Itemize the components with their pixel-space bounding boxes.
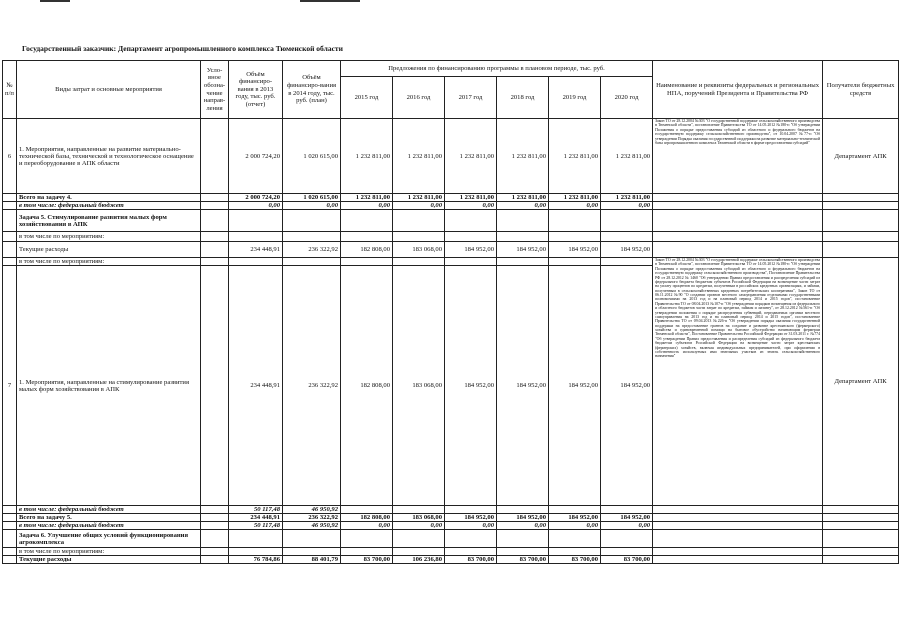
value-2013: 234 448,91 bbox=[229, 242, 283, 258]
row-number bbox=[3, 210, 17, 232]
header-row bbox=[3, 61, 899, 77]
task-row bbox=[3, 530, 899, 548]
current-label: Текущие расходы bbox=[17, 242, 201, 258]
value-2020: 184 952,00 bbox=[601, 514, 653, 522]
value-2016: 0,00 bbox=[393, 202, 445, 210]
activity-name: 1. Мероприятия, направленные на стимулирование развития малых форм хозяйствования в АПК bbox=[17, 266, 201, 506]
task-label: Задача 5. Стимулирование развития малых форм хозяйствования в АПК bbox=[17, 210, 201, 232]
value-2017: 184 952,00 bbox=[445, 514, 497, 522]
value-2019: 0,00 bbox=[549, 202, 601, 210]
including-label: в том числе по мероприятиям: bbox=[17, 232, 201, 242]
value-2018: 184 952,00 bbox=[497, 514, 549, 522]
value-2013: 0,00 bbox=[229, 202, 283, 210]
value-2020: 1 232 811,00 bbox=[601, 194, 653, 202]
value-2017: 0,00 bbox=[445, 202, 497, 210]
federal-row bbox=[3, 522, 899, 530]
value-2014: 46 950,92 bbox=[283, 506, 341, 514]
total-row bbox=[3, 514, 899, 522]
value-2016: 183 068,00 bbox=[393, 514, 445, 522]
value-2016: 183 068,00 bbox=[393, 266, 445, 506]
recipient bbox=[823, 194, 899, 202]
page-title: Государственный заказчик: Департамент агропромышленного комплекса Тюменской области bbox=[22, 44, 343, 53]
value-2014: 46 950,92 bbox=[283, 522, 341, 530]
recipient: Департамент АПК bbox=[823, 258, 899, 506]
value-2017: 0,00 bbox=[445, 522, 497, 530]
symbol-cell bbox=[201, 202, 229, 210]
row-number bbox=[3, 194, 17, 202]
subheader-row bbox=[3, 548, 899, 556]
current-expenses-row bbox=[3, 556, 899, 564]
total-row bbox=[3, 194, 899, 202]
federal-row bbox=[3, 506, 899, 514]
value-2016: 1 232 811,00 bbox=[393, 194, 445, 202]
value-2019: 184 952,00 bbox=[549, 514, 601, 522]
value-2016: 1 232 811,00 bbox=[393, 119, 445, 194]
scan-edge-mark bbox=[40, 0, 70, 2]
value-2013: 234 448,91 bbox=[229, 514, 283, 522]
value-2015: 0,00 bbox=[341, 202, 393, 210]
value-2018: 0,00 bbox=[497, 202, 549, 210]
including-label: в том числе по мероприятиям: bbox=[17, 258, 201, 266]
col-header-y2019: 2019 год bbox=[549, 77, 601, 119]
value-2013: 2 000 724,20 bbox=[229, 119, 283, 194]
value-2018: 0,00 bbox=[497, 522, 549, 530]
value-2019: 184 952,00 bbox=[549, 266, 601, 506]
col-header-2014: Объём финансиро-вания в 2014 году, тыс. руб. (план) bbox=[283, 61, 341, 119]
scan-edge-mark bbox=[300, 0, 360, 2]
value-2019: 1 232 811,00 bbox=[549, 194, 601, 202]
col-header-no: № п/п bbox=[3, 61, 17, 119]
subheader-row bbox=[3, 258, 899, 266]
including-label: в том числе по мероприятиям: bbox=[17, 548, 201, 556]
federal-row bbox=[3, 202, 899, 210]
value-2015: 182 808,00 bbox=[341, 514, 393, 522]
value-2019: 184 952,00 bbox=[549, 242, 601, 258]
value-2016: 106 236,80 bbox=[393, 556, 445, 564]
federal-label: в том числе: федеральный бюджет bbox=[17, 506, 201, 514]
value-2018: 184 952,00 bbox=[497, 266, 549, 506]
npa-text: Закон ТО от 28.12.2004 №303 "О государственной поддержке сельскохозяйственного производства в Тюменской области", постановление Правительства ТО от 14.05.2012 №180-п "Об утверждении Положения о порядке предоставления субсидий из областного и федерального бюджетов на государственную поддержку сельскохозяйственного производства", от 10.04.2007 №77-п "Об утверждении Порядка оказания государственной поддержки на развитие материально-технической базы агропромышленного комплекса Тюменской области в форме предоставления субсидий" bbox=[653, 119, 823, 194]
value-2017: 184 952,00 bbox=[445, 242, 497, 258]
value-2015: 0,00 bbox=[341, 522, 393, 530]
value-2017: 1 232 811,00 bbox=[445, 119, 497, 194]
task-label: Задача 6. Улучшение общих условий функционирования агрокомплекса bbox=[17, 530, 201, 548]
value-2019: 83 700,00 bbox=[549, 556, 601, 564]
value-2013: 50 117,48 bbox=[229, 506, 283, 514]
federal-label: в том числе: федеральный бюджет bbox=[17, 202, 201, 210]
value-2015: 182 808,00 bbox=[341, 242, 393, 258]
npa-text bbox=[653, 202, 823, 210]
value-2018: 1 232 811,00 bbox=[497, 194, 549, 202]
table-row bbox=[3, 119, 899, 194]
value-2016: 0,00 bbox=[393, 522, 445, 530]
recipient: Департамент АПК bbox=[823, 119, 899, 194]
value-2015: 1 232 811,00 bbox=[341, 119, 393, 194]
value-2013: 50 117,48 bbox=[229, 522, 283, 530]
value-2014: 236 322,92 bbox=[283, 266, 341, 506]
federal-label: в том числе: федеральный бюджет bbox=[17, 522, 201, 530]
subheader-row bbox=[3, 232, 899, 242]
value-2014: 1 020 615,00 bbox=[283, 119, 341, 194]
activity-name: 1. Мероприятия, направленные на развитие материально-технической базы, технической и технологическое оснащение и переоборудование в АПК области bbox=[17, 119, 201, 194]
value-2015: 1 232 811,00 bbox=[341, 194, 393, 202]
value-2020: 184 952,00 bbox=[601, 266, 653, 506]
col-header-npa: Наименование и реквизиты федеральных и региональных НПА, поручений Президента и Правительства РФ bbox=[653, 61, 823, 119]
symbol-cell bbox=[201, 194, 229, 202]
value-2020: 184 952,00 bbox=[601, 242, 653, 258]
col-header-name: Виды затрат и основные мероприятия bbox=[17, 61, 201, 119]
value-2014: 236 322,92 bbox=[283, 242, 341, 258]
current-expenses-row bbox=[3, 242, 899, 258]
value-2017: 83 700,00 bbox=[445, 556, 497, 564]
value-2014: 88 401,79 bbox=[283, 556, 341, 564]
value-2018: 184 952,00 bbox=[497, 242, 549, 258]
value-2018: 1 232 811,00 bbox=[497, 119, 549, 194]
total-label: Всего на задачу 5. bbox=[17, 514, 201, 522]
col-header-y2015: 2015 год bbox=[341, 77, 393, 119]
col-header-symbol: Усло-вное обозна-чение направ-ления bbox=[201, 61, 229, 119]
value-2018: 83 700,00 bbox=[497, 556, 549, 564]
value-2013: 234 448,91 bbox=[229, 266, 283, 506]
value-2013: 76 784,86 bbox=[229, 556, 283, 564]
financing-table bbox=[2, 60, 899, 564]
col-header-y2017: 2017 год bbox=[445, 77, 497, 119]
npa-text bbox=[653, 194, 823, 202]
row-number: 7 bbox=[3, 266, 17, 506]
current-label: Текущие расходы bbox=[17, 556, 201, 564]
value-2020: 83 700,00 bbox=[601, 556, 653, 564]
col-header-recipients: Получатели бюджетных средств bbox=[823, 61, 899, 119]
value-2014: 1 020 615,00 bbox=[283, 194, 341, 202]
task-row bbox=[3, 210, 899, 232]
value-2015: 83 700,00 bbox=[341, 556, 393, 564]
col-header-y2020: 2020 год bbox=[601, 77, 653, 119]
value-2020: 0,00 bbox=[601, 202, 653, 210]
col-header-proposals: Предложения по финансированию программы в плановом периоде, тыс. руб. bbox=[341, 61, 653, 77]
value-2019: 1 232 811,00 bbox=[549, 119, 601, 194]
value-2013: 2 000 724,20 bbox=[229, 194, 283, 202]
npa-text: Закон ТО от 28.12.2004 №303 "О государственной поддержке сельскохозяйственного производства в Тюменской области", постановление Правительства ТО от 14.05.2012 №180-п "Об утверждении Положения о порядке предоставления субсидий из областного и федерального бюджетов на государственную поддержку сельскохозяйственного производства", Постановление Правительства РФ от 28.12.2012 № 1460 "Об утверждении Правил предоставления и распределения субсидий из федерального бюджета бюджетам субъектов Российской Федерации на возмещение части затрат на уплату процентов по кредитам, полученным в российских кредитных организациях, и займам, полученным в сельскохозяйственных кредитных потребительских кооперативах", Закон ТО от 06.11.2012 №90 "О создании органов местного самоуправления отдельными государственными полномочиями на 2013 год и на плановый период 2014 и 2015 годов", постановление Правительства ТО от 08.04.2013 №107-п "Об утверждении порядков возмещения из федерального и областного бюджетов части затрат по кредитам, займам и лизингу", от 28.12.2012 №561-п "Об утверждении положения о порядке распределения субвенций, передаваемых органам местного самоуправления на 2013 год и на плановый период 2014 и 2015 годов", постановление Правительства ТО от 09.04.2013 №226-п "Об утверждении порядка оказания государственной поддержки на предоставление грантов на создание и развитие крестьянского (фермерского) хозяйства и единовременной помощи на бытовое обустройство начинающим фермерам Тюменской области", Постановление Правительства Российской Федерации от 31.03.2011 г. №774 "Об утверждении Правил предоставления и распределения субсидий из федерального бюджета бюджетам субъектов Российской Федерации на возмещение части затрат крестьянских (фермерских) хозяйств, включая индивидуальных предпринимателей, при оформлении в собственность используемых ими земельных участков из земель сельскохозяйственного назначения" bbox=[653, 258, 823, 506]
row-number bbox=[3, 202, 17, 210]
value-2014: 0,00 bbox=[283, 202, 341, 210]
value-2019: 0,00 bbox=[549, 522, 601, 530]
col-header-2013: Объём финансиро-вания в 2013 году, тыс. руб. (отчет) bbox=[229, 61, 283, 119]
value-2020: 1 232 811,00 bbox=[601, 119, 653, 194]
total-label: Всего на задачу 4. bbox=[17, 194, 201, 202]
symbol-cell bbox=[201, 119, 229, 194]
row-number: 6 bbox=[3, 119, 17, 194]
value-2017: 1 232 811,00 bbox=[445, 194, 497, 202]
recipient bbox=[823, 202, 899, 210]
value-2020: 0,00 bbox=[601, 522, 653, 530]
col-header-y2016: 2016 год bbox=[393, 77, 445, 119]
value-2014: 236 322,92 bbox=[283, 514, 341, 522]
value-2017: 184 952,00 bbox=[445, 266, 497, 506]
col-header-y2018: 2018 год bbox=[497, 77, 549, 119]
value-2016: 183 068,00 bbox=[393, 242, 445, 258]
value-2015: 182 808,00 bbox=[341, 266, 393, 506]
